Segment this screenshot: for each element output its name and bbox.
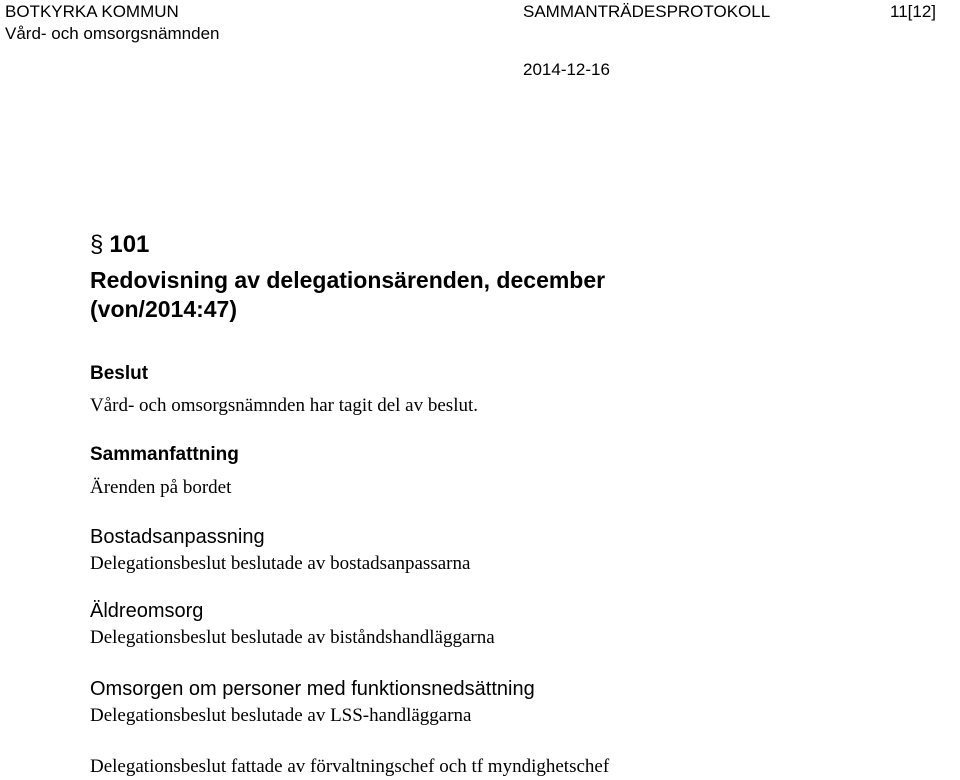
paragraph-title-line-1: Redovisning av delegationsärenden, december — [90, 267, 606, 293]
section-text-bostadsanpassning: Delegationsbeslut beslutade av bostadsanpassarna — [90, 553, 471, 574]
section-sign: § — [90, 231, 104, 258]
decision-text: Vård- och omsorgsnämnden har tagit del av beslut. — [90, 395, 478, 416]
page-number: 11[12] — [890, 2, 937, 21]
paragraph-number-value: 101 — [109, 231, 150, 258]
meeting-date: 2014-12-16 — [523, 60, 610, 79]
closing-text: Delegationsbeslut fattade av förvaltningschef och tf myndighetschef — [90, 756, 610, 777]
committee-name: Vård- och omsorgsnämnden — [5, 24, 220, 43]
paragraph-number — [90, 230, 149, 260]
section-heading-funktionsnedsattning: Omsorgen om personer med funktionsnedsättning — [90, 678, 535, 700]
paragraph-title-line-2: (von/2014:47) — [90, 296, 238, 322]
decision-heading: Beslut — [90, 363, 149, 384]
paragraph-title — [90, 266, 910, 324]
summary-heading: Sammanfattning — [90, 444, 239, 465]
summary-intro: Ärenden på bordet — [90, 477, 232, 498]
section-heading-aldreomsorg: Äldreomsorg — [90, 600, 204, 622]
organization-name: BOTKYRKA KOMMUN — [5, 2, 179, 21]
section-text-funktionsnedsattning: Delegationsbeslut beslutade av LSS-handläggarna — [90, 705, 472, 726]
section-heading-bostadsanpassning: Bostadsanpassning — [90, 526, 265, 548]
section-text-aldreomsorg: Delegationsbeslut beslutade av biståndshandläggarna — [90, 627, 495, 648]
document-type: SAMMANTRÄDESPROTOKOLL — [523, 2, 771, 21]
